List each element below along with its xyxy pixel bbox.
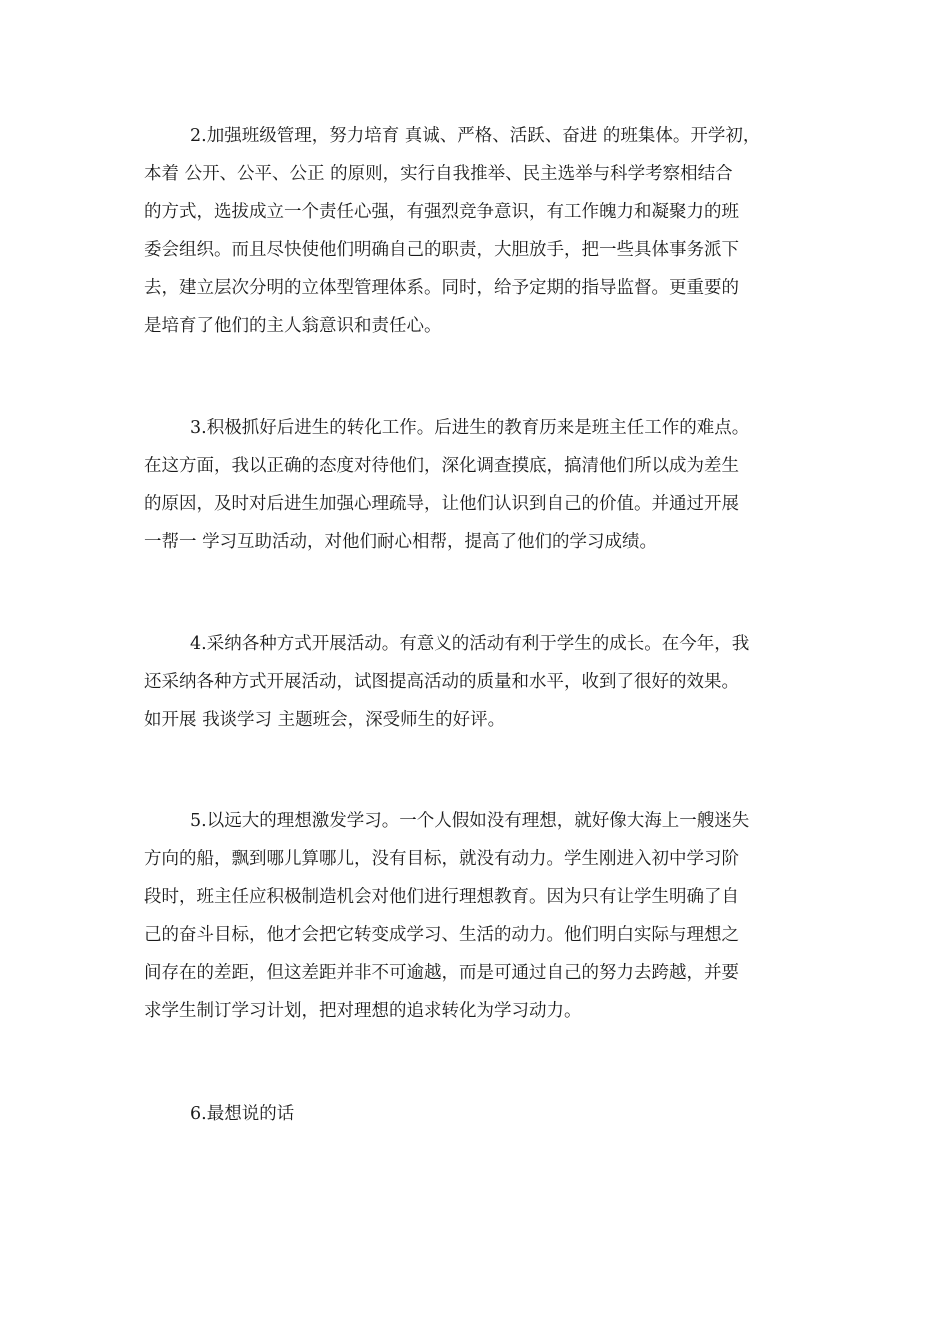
text-line: 6.最想说的话 (190, 1104, 295, 1124)
text-line: 方向的船，飘到哪儿算哪儿，没有目标，就没有动力。学生刚进入初中学习阶 (144, 849, 739, 869)
text-line: 己的奋斗目标，他才会把它转变成学习、生活的动力。他们明白实际与理想之 (144, 925, 739, 945)
text-line: 在这方面，我以正确的态度对待他们，深化调查摸底，搞清他们所以成为差生 (144, 456, 739, 476)
text-line: 是培育了他们的主人翁意识和责任心。 (144, 316, 442, 336)
text-line: 还采纳各种方式开展活动，试图提高活动的质量和水平，收到了很好的效果。 (144, 672, 739, 692)
paragraph-ideals (144, 802, 824, 1030)
text-line: 3.积极抓好后进生的转化工作。后进生的教育历来是班主任工作的难点。 (190, 418, 750, 438)
text-line: 间存在的差距，但这差距并非不可逾越，而是可通过自己的努力去跨越，并要 (144, 963, 739, 983)
text-line: 如开展 我谈学习 主题班会，深受师生的好评。 (144, 710, 506, 730)
text-line: 5.以远大的理想激发学习。一个人假如没有理想，就好像大海上一艘迷失 (190, 811, 750, 831)
paragraph-activities (144, 625, 824, 739)
text-line: 本着 公开、公平、公正 的原则，实行自我推举、民主选举与科学考察相结合 (144, 164, 733, 184)
text-line: 一帮一 学习互助活动，对他们耐心相帮，提高了他们的学习成绩。 (144, 532, 658, 552)
text-line: 2.加强班级管理，努力培育 真诚、严格、活跃、奋进 的班集体。开学初， (190, 126, 761, 146)
text-line: 段时，班主任应积极制造机会对他们进行理想教育。因为只有让学生明确了自 (144, 887, 739, 907)
paragraph-underachiever-transformation (144, 409, 824, 561)
text-line: 的方式，选拔成立一个责任心强，有强烈竞争意识，有工作魄力和凝聚力的班 (144, 202, 739, 222)
text-line: 的原因，及时对后进生加强心理疏导，让他们认识到自己的价值。并通过开展 (144, 494, 739, 514)
paragraph-final-words (144, 1095, 824, 1133)
text-line: 求学生制订学习计划，把对理想的追求转化为学习动力。 (144, 1001, 582, 1021)
text-line: 委会组织。而且尽快使他们明确自己的职责，大胆放手，把一些具体事务派下 (144, 240, 739, 260)
text-line: 去，建立层次分明的立体型管理体系。同时，给予定期的指导监督。更重要的 (144, 278, 739, 298)
text-line: 4.采纳各种方式开展活动。有意义的活动有利于学生的成长。在今年，我 (190, 634, 750, 654)
paragraph-class-management (144, 117, 824, 345)
